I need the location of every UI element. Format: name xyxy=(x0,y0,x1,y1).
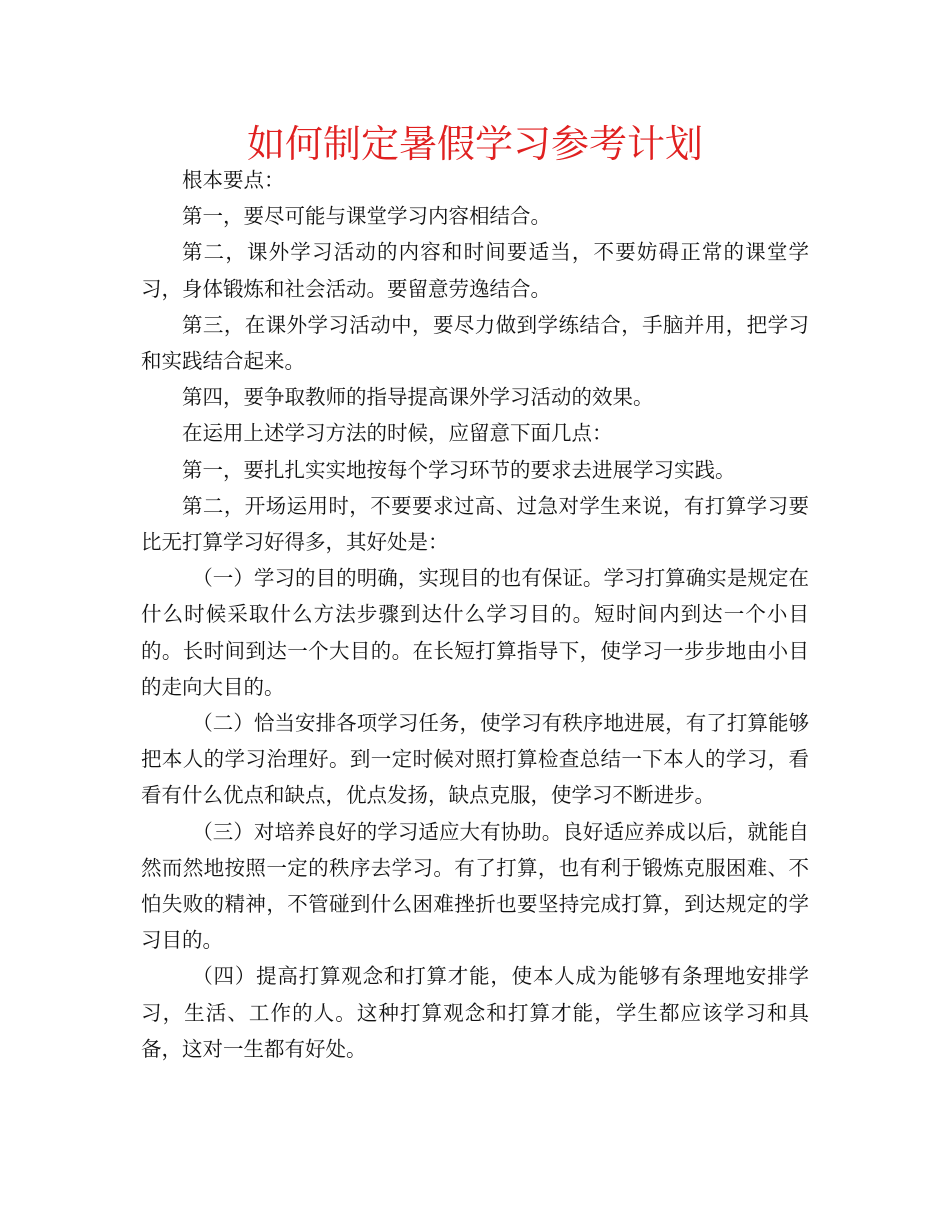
paragraph-notes-heading: 在运用上述学习方法的时候，应留意下面几点： xyxy=(182,421,613,446)
paragraph-point-2: 第二，课外学习活动的内容和时间要适当，不要妨碍正常的课堂学习，身体锻炼和社会活动。要留意劳逸结合。 xyxy=(141,240,809,301)
document-title: 如何制定暑假学习参考计划 xyxy=(246,122,703,166)
paragraph-point-4: 第四，要争取教师的指导提高课外学习活动的效果。 xyxy=(182,385,654,410)
document-body xyxy=(141,162,809,1067)
paragraph-note-1: 第一，要扎扎实实地按每个学习环节的要求去进展学习实践。 xyxy=(182,457,736,482)
paragraph-benefit-4: （四）提高打算观念和打算才能，使本人成为能够有条理地安排学习，生活、工作的人。这种打算观念和打算才能，学生都应该学习和具备，这对一生都有好处。 xyxy=(141,964,809,1061)
paragraph-key-points-heading: 根本要点： xyxy=(182,168,285,192)
paragraph-point-3: 第三，在课外学习活动中，要尽力做到学练结合，手脑并用，把学习和实践结合起来。 xyxy=(141,312,809,374)
paragraph-benefit-1: （一）学习的目的明确，实现目的也有保证。学习打算确实是规定在什么时候采取什么方法步骤到达什么学习目的。短时间内到达一个小目的。长时间到达一个大目的。在长短打算指导下，使学习一步步地由小目的走向大目的。 xyxy=(141,566,809,699)
paragraph-point-1: 第一，要尽可能与课堂学习内容相结合。 xyxy=(182,204,551,229)
paragraph-note-2: 第二，开场运用时，不要要求过高、过急对学生来说，有打算学习要比无打算学习好得多，其好处是： xyxy=(141,493,809,555)
paragraph-benefit-3: （三）对培养良好的学习适应大有协助。良好适应养成以后，就能自然而然地按照一定的秩序去学习。有了打算，也有利于锻炼克服困难、不怕失败的精神，不管碰到什么困难挫折也要坚持完成打算，到达规定的学习目的。 xyxy=(141,819,809,953)
paragraph-benefit-2: （二）恰当安排各项学习任务，使学习有秩序地进展，有了打算能够把本人的学习治理好。到一定时候对照打算检查总结一下本人的学习，看看有什么优点和缺点，优点发扬，缺点克服，使学习不断进步。 xyxy=(141,711,809,808)
